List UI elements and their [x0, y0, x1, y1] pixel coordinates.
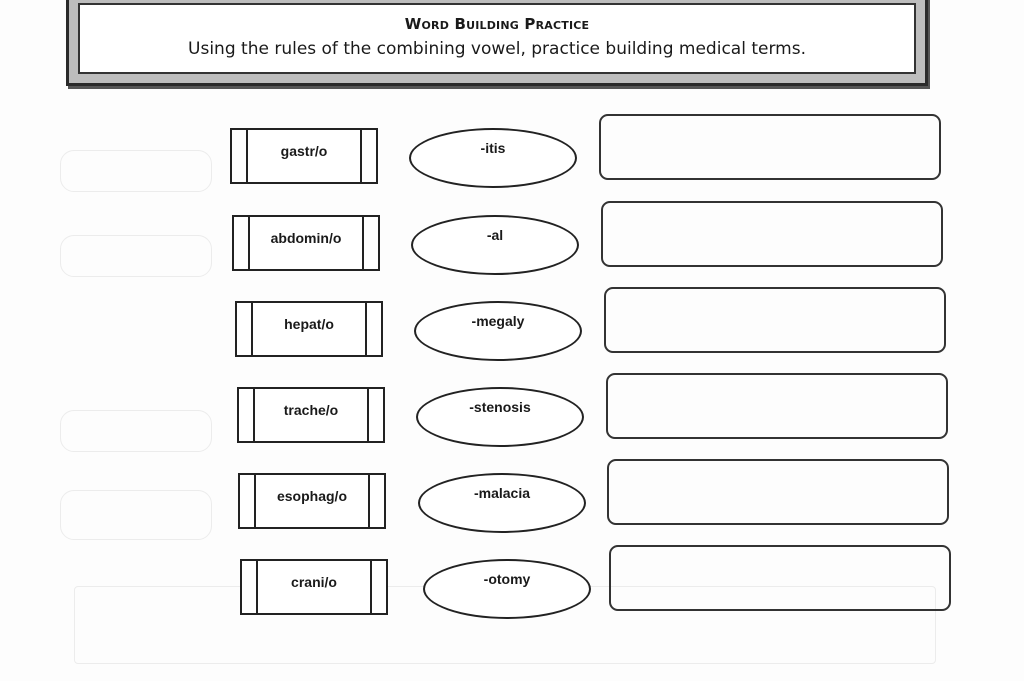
instructions: Using the rules of the combining vowel, practice building medical terms. [188, 39, 806, 59]
answer-box[interactable] [609, 545, 951, 611]
answer-box[interactable] [599, 114, 941, 180]
header-banner [66, 0, 928, 86]
page-title: Word Building Practice [404, 15, 590, 33]
combining-form-label: esophag/o [276, 488, 347, 504]
combining-form-label: gastr/o [280, 143, 328, 159]
answer-box[interactable] [604, 287, 946, 353]
suffix-oval [409, 128, 577, 188]
suffix-oval [416, 387, 584, 447]
exercise-row [0, 215, 1024, 275]
header-panel [78, 3, 916, 74]
exercise-row [0, 128, 1024, 188]
suffix-oval [414, 301, 582, 361]
combining-form-box [238, 473, 386, 529]
combining-form-label: hepat/o [284, 316, 334, 332]
suffix-label: -otomy [483, 571, 531, 587]
suffix-label: -al [486, 227, 504, 243]
exercise-row [0, 473, 1024, 533]
suffix-oval [411, 215, 579, 275]
combining-form-box [237, 387, 385, 443]
suffix-oval [418, 473, 586, 533]
suffix-oval [423, 559, 591, 619]
answer-box[interactable] [606, 373, 948, 439]
exercise-row [0, 301, 1024, 361]
combining-form-label: crani/o [291, 574, 337, 590]
suffix-label: -megaly [471, 313, 525, 329]
combining-form-label: trache/o [283, 402, 339, 418]
combining-form-box [232, 215, 380, 271]
combining-form-box [230, 128, 378, 184]
suffix-label: -itis [480, 140, 506, 156]
exercise-row [0, 559, 1024, 619]
suffix-label: -stenosis [469, 399, 531, 415]
suffix-label: -malacia [473, 485, 531, 501]
answer-box[interactable] [607, 459, 949, 525]
combining-form-label: abdomin/o [270, 230, 342, 246]
combining-form-box [240, 559, 388, 615]
exercise-row [0, 387, 1024, 447]
combining-form-box [235, 301, 383, 357]
answer-box[interactable] [601, 201, 943, 267]
